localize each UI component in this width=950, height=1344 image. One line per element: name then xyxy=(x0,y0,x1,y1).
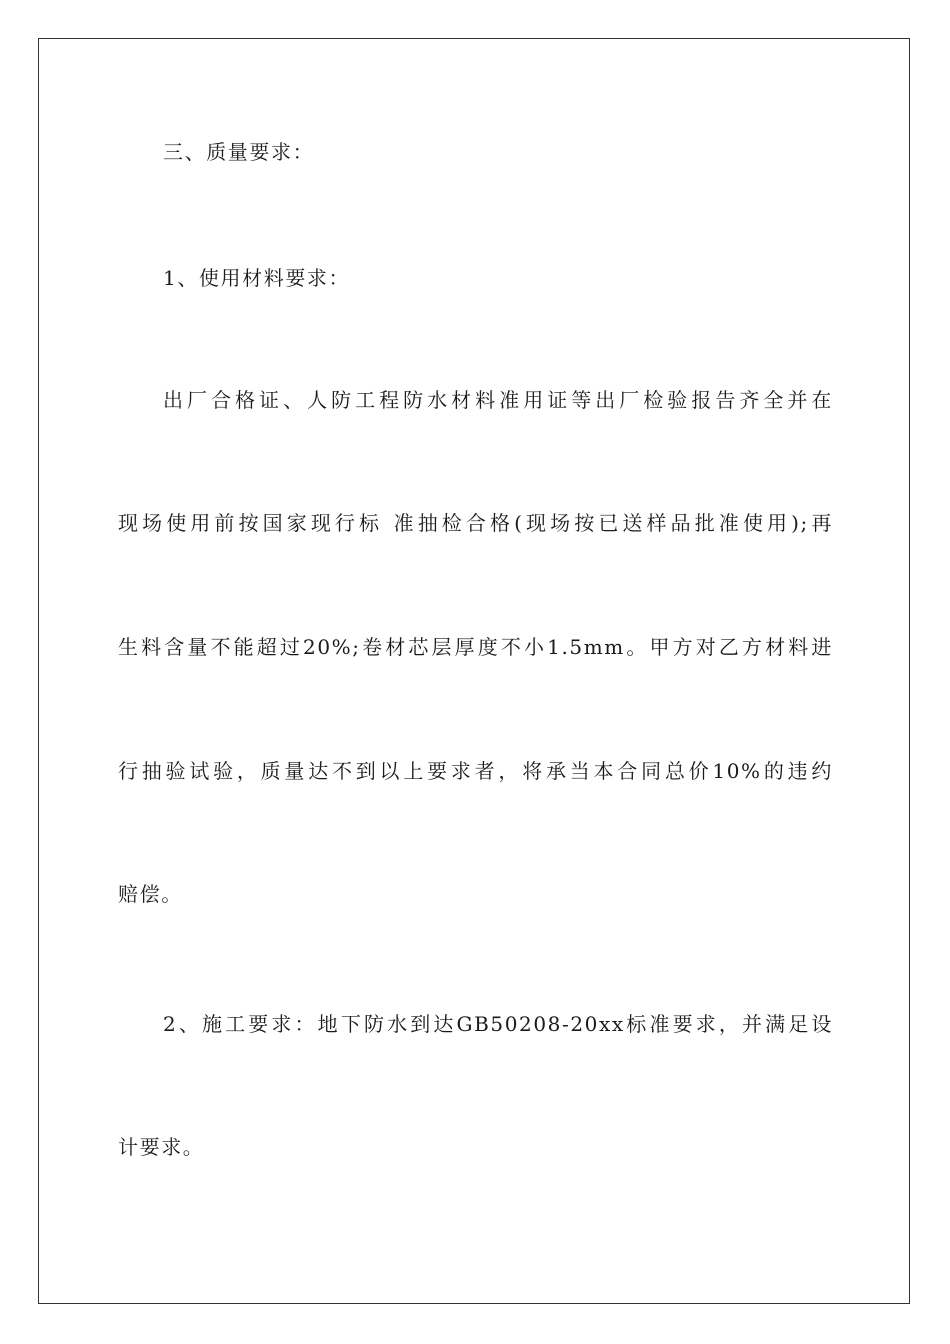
item2-line-2: 计要求。 xyxy=(118,1135,205,1159)
item1-line-2: 现场使用前按国家现行标 准抽检合格(现场按已送样品批准使用);再 xyxy=(118,511,833,535)
item1-line-1: 出厂合格证、人防工程防水材料准用证等出厂检验报告齐全并在 xyxy=(163,388,833,412)
section-heading: 三、质量要求： xyxy=(163,140,315,164)
page-border xyxy=(38,38,910,1304)
item1-line-3: 生料含量不能超过20%;卷材芯层厚度不小1.5mm。甲方对乙方材料进 xyxy=(118,635,833,659)
item2-line-1: 2、施工要求：地下防水到达GB50208-20xx标准要求，并满足设 xyxy=(163,1012,833,1036)
item1-line-4: 行抽验试验，质量达不到以上要求者，将承当本合同总价10%的违约 xyxy=(118,759,833,783)
item1-line-5: 赔偿。 xyxy=(118,882,183,906)
item1-heading: 1、使用材料要求： xyxy=(163,266,351,290)
